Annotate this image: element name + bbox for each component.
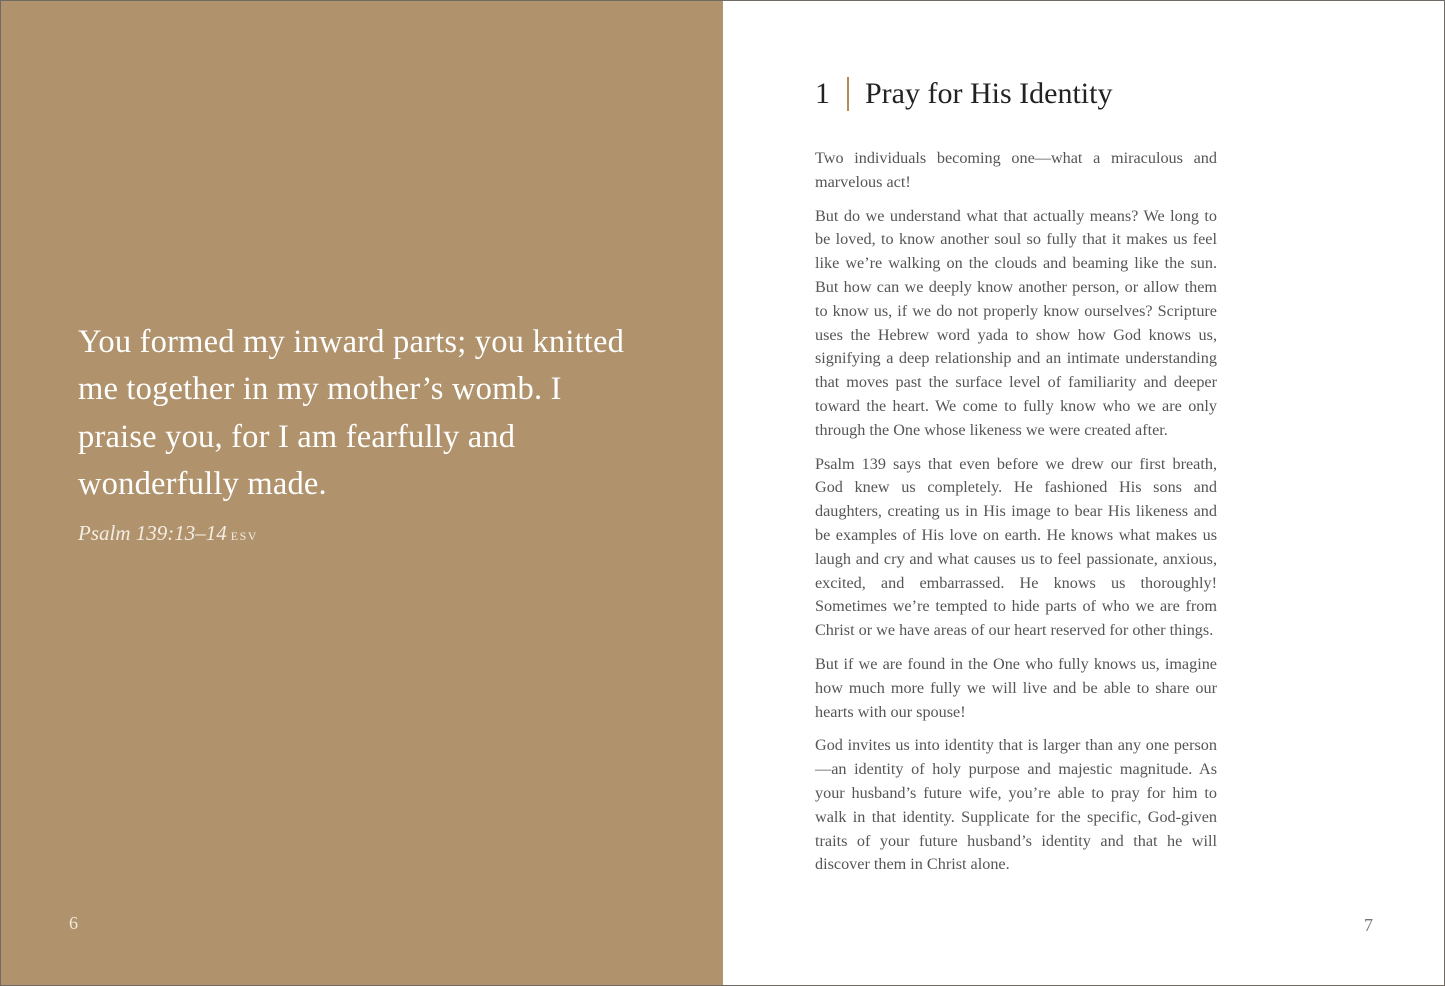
left-page (1, 1, 723, 985)
scripture-citation (78, 519, 258, 550)
chapter-number: 1 (815, 77, 830, 110)
paragraph: Two individuals becoming one—what a miraculous and marvelous act! (815, 149, 1217, 191)
paragraph: But do we understand what that actually means? We long to be loved, to know another soul so fully that it makes us feel like we’re walking on the clouds and beaming like the sun. But how can we deeply know another person, or allow them to know us, if we do not properly know ourselves? Scripture uses the Hebrew word yada to show how God knows us, signifying a deep relationship and an intimate understanding that moves past the surface level of familiarity and deeper toward the heart. We come to fully know who we are only through the One whose likeness we were created after. (815, 206, 1217, 439)
scripture-quote: You formed my inward parts; you knitted me together in my mother’s womb. I praise you, for I am fearfully and wonderfully made. (78, 324, 625, 502)
chapter-heading (815, 72, 1112, 116)
paragraph: Psalm 139 says that even before we drew our first breath, God knew us completely. He fashioned His sons and daughters, creating us in His image to bear His likeness and be examples of His love on earth. He knows what makes us laugh and cry and what causes us to feel passionate, anxious, excited, and embarrassed. He knows us thoroughly! Sometimes we’re tempted to hide parts of who we are from Christ or we have areas of our heart reserved for other things. (815, 454, 1217, 640)
chapter-divider-bar (847, 77, 849, 111)
citation-version: ESV (230, 529, 258, 543)
page-number-left: 6 (69, 913, 78, 933)
right-page (723, 1, 1444, 985)
page-number-right: 7 (1364, 915, 1373, 935)
citation-reference: Psalm 139:13–14 (78, 521, 227, 545)
chapter-body (815, 147, 1217, 887)
chapter-title: Pray for His Identity (865, 77, 1113, 110)
paragraph: God invites us into identity that is larger than any one person—an identity of holy purpose and majestic magnitude. As your husband’s future wife, you’re able to pray for him to walk in that identity. Supplicate for the specific, God-given traits of your future husband’s identity and that he will discover them in Christ alone. (815, 736, 1217, 874)
paragraph: But if we are found in the One who fully knows us, imagine how much more fully we will live and be able to share our hearts with our spouse! (815, 654, 1217, 721)
